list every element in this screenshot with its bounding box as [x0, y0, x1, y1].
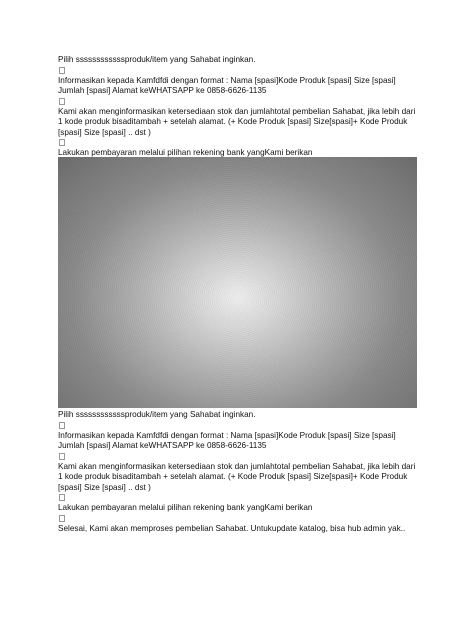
checkbox-placeholder-icon	[59, 515, 65, 522]
step-3-text: Kami akan menginformasikan ketersediaan stok dan jumlahtotal pembelian Sahabat, jika lebih dari 1 kode produk bisaditambah + setelah alamat. (+ Kode Produk [spasi] Size[spasi]+ Kode Produk [spasi] Size [spasi] .. dst )	[58, 461, 416, 492]
step-4-text: Lakukan pembayaran melalui pilihan rekening bank yangKami berikan	[58, 148, 313, 157]
step-4-text: Lakukan pembayaran melalui pilihan rekening bank yangKami berikan	[58, 503, 313, 512]
step-2-text: Informasikan kepada Kamfdfdi dengan format : Nama [spasi]Kode Produk [spasi] Size [spasi] Jumlah [spasi] Alamat keWHATSAPP ke 0858-6626-1135	[58, 430, 396, 450]
step-5-text: Selesai, Kami akan memproses pembelian Sahabat. Untukupdate katalog, bisa hub admin yak..	[58, 523, 406, 533]
step-1-text: Pilih ssssssssssssproduk/item yang Sahabat inginkan.	[58, 55, 256, 64]
step-3-text: Kami akan menginformasikan ketersediaan stok dan jumlahtotal pembelian Sahabat, jika lebih dari 1 kode produk bisaditambah + setelah alamat. (+ Kode Produk [spasi] Size[spasi]+ Kode Produk [spasi] Size [spasi] .. dst )	[58, 106, 416, 137]
step-2-text: Informasikan kepada Kamfdfdi dengan format : Nama [spasi]Kode Produk [spasi] Size [spasi] Jumlah [spasi] Alamat keWHATSAPP ke 0858-6626-1135	[58, 75, 396, 95]
checkbox-placeholder-icon	[59, 98, 65, 105]
step-1-text: Pilih ssssssssssssproduk/item yang Sahabat inginkan.	[58, 410, 256, 419]
checkbox-placeholder-icon	[59, 422, 65, 429]
checkbox-placeholder-icon	[59, 139, 65, 146]
checkbox-placeholder-icon	[59, 494, 65, 501]
gradient-image	[58, 157, 417, 408]
checkbox-placeholder-icon	[59, 67, 65, 74]
instructions-block-lower	[58, 410, 420, 534]
checkbox-placeholder-icon	[59, 453, 65, 460]
